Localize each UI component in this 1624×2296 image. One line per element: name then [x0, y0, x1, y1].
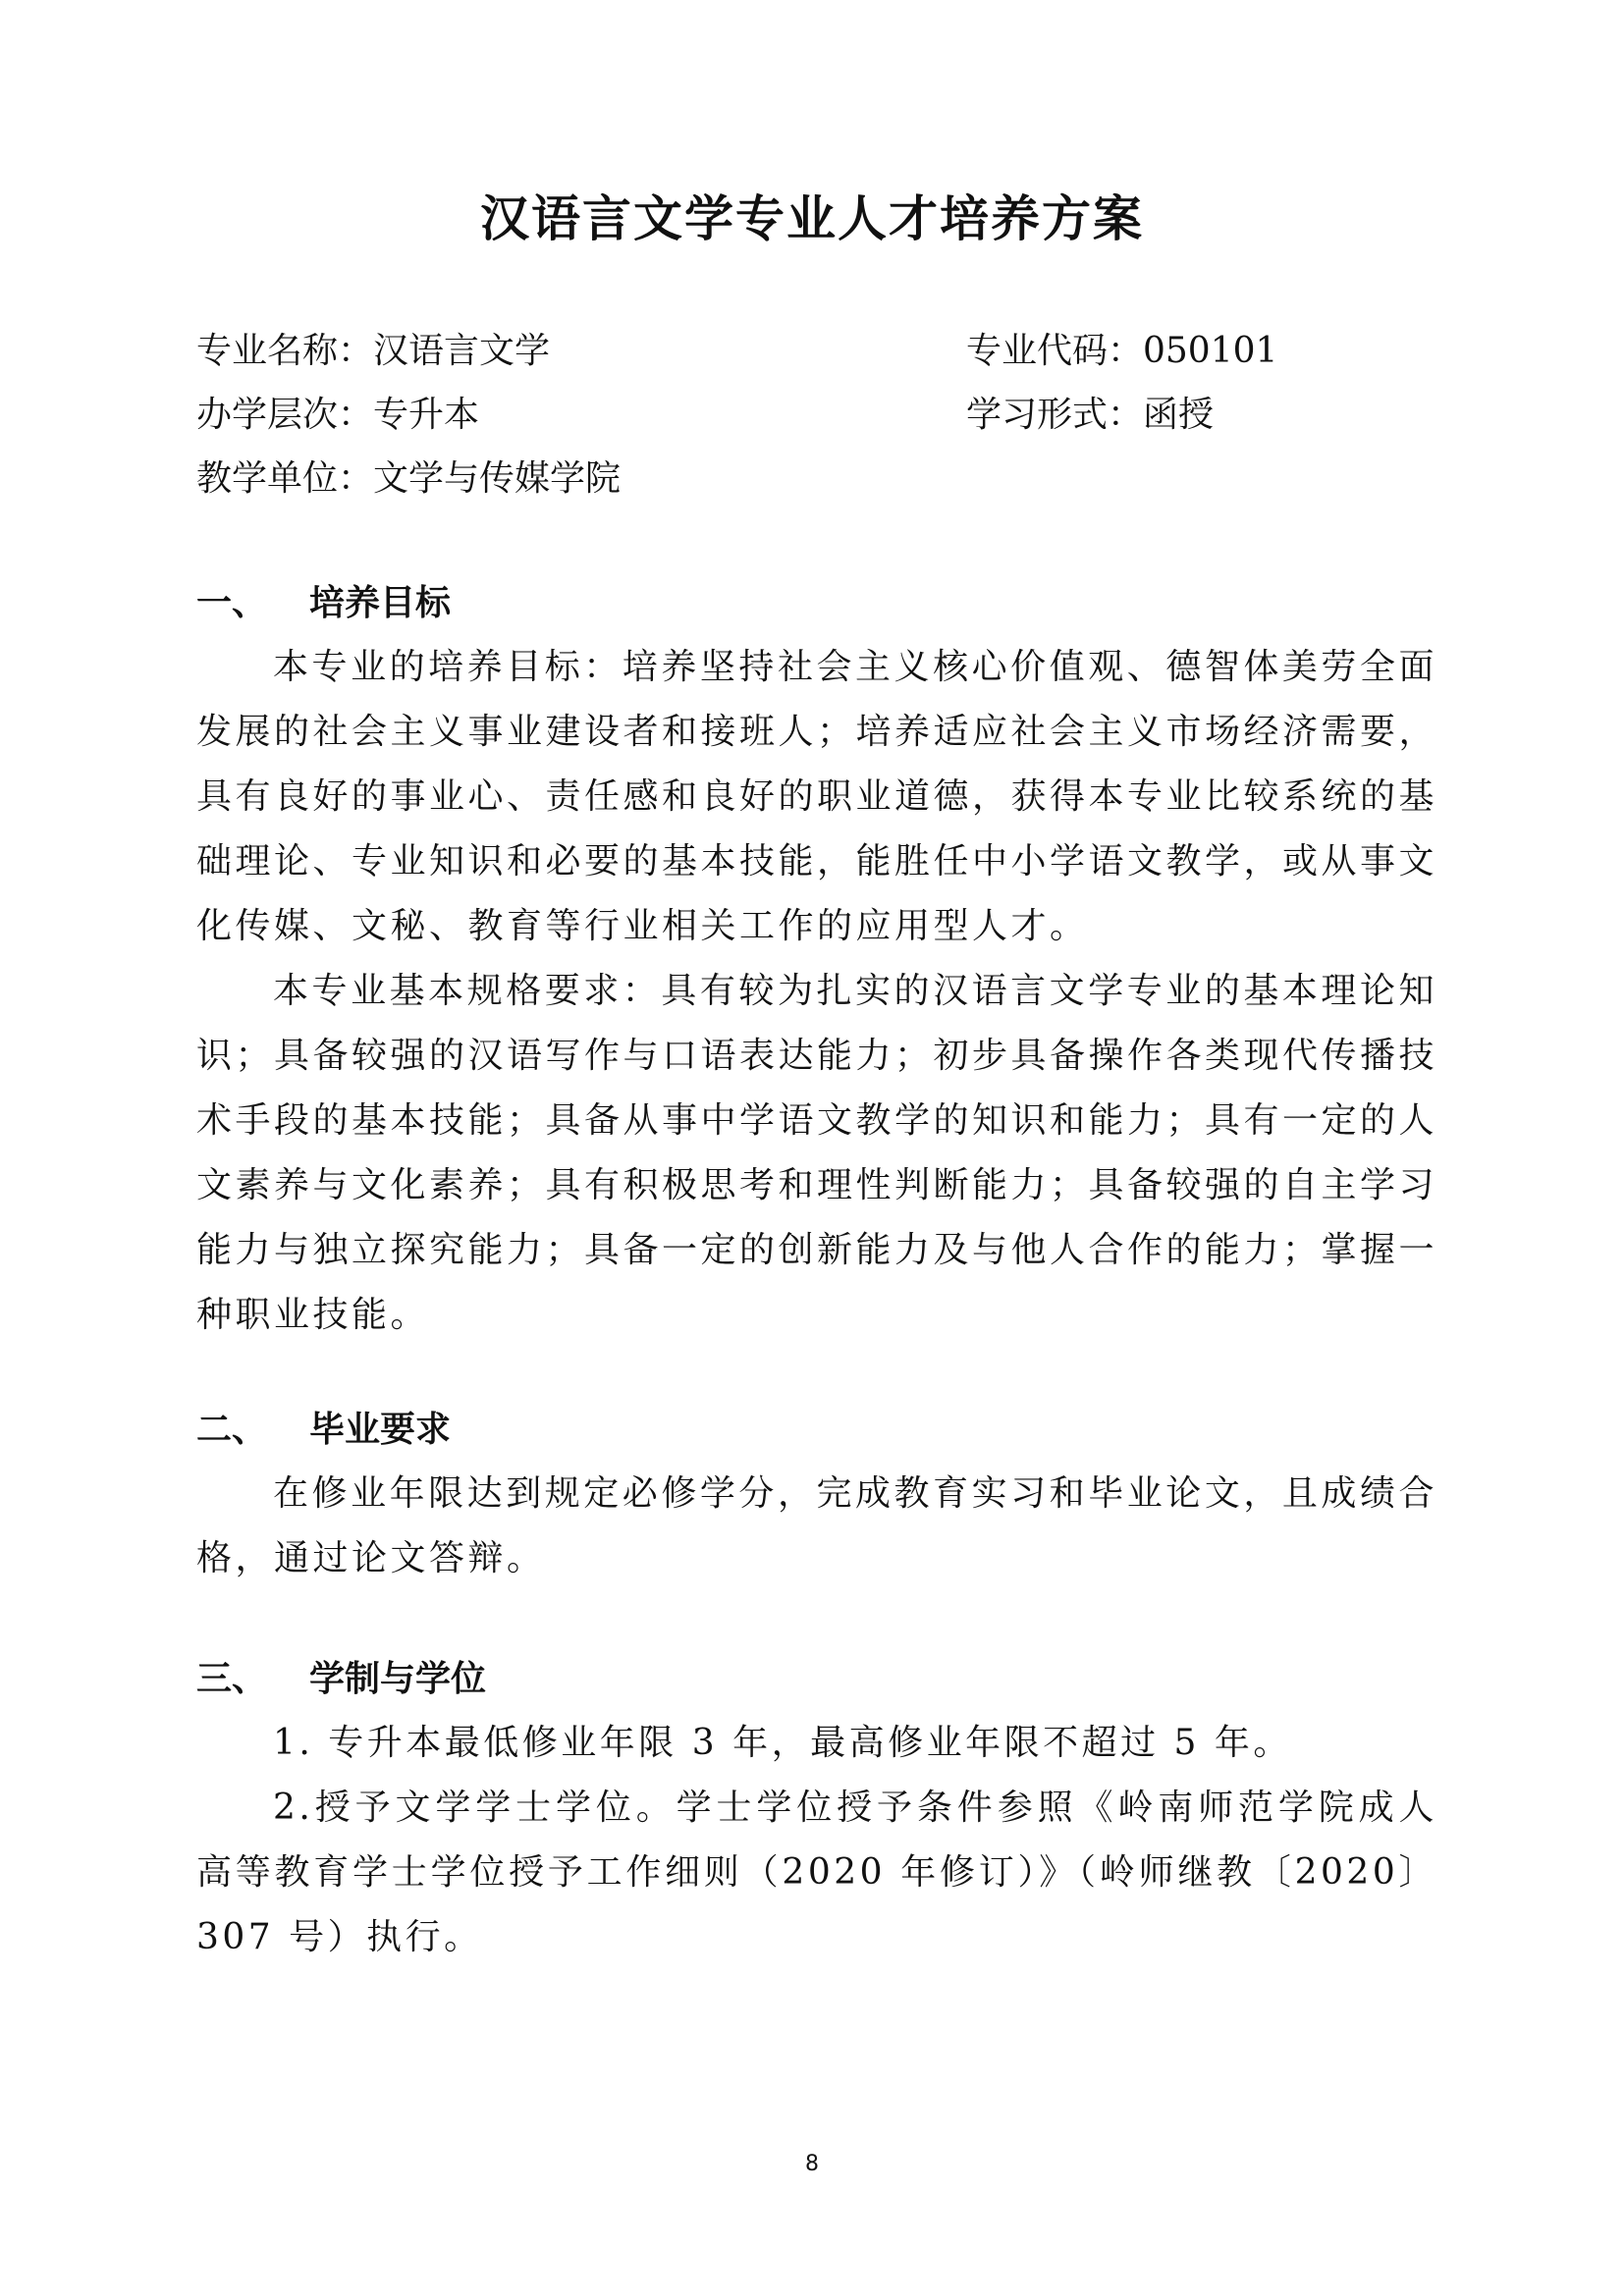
paragraph-requirements: 本专业基本规格要求：具有较为扎实的汉语言文学专业的基本理论知识；具备较强的汉语写作与口语表达能力；初步具备操作各类现代传播技术手段的基本技能；具备从事中学语文教学的知识和能力；具有一定的人文素养与文化素养；具有积极思考和理性判断能力；具备较强的自主学习能力与独立探究能力；具备一定的创新能力及与他人合作的能力；掌握一种职业技能。	[196, 971, 1438, 1335]
major-name: 专业名称：汉语言文学	[196, 331, 551, 371]
section-number: 一、	[196, 583, 268, 623]
paragraph-graduation: 在修业年限达到规定必修学分，完成教育实习和毕业论文，且成绩合格，通过论文答辩。	[196, 1473, 1437, 1578]
section-title: 毕业要求	[309, 1410, 452, 1450]
section-heading-objectives	[196, 579, 451, 628]
section-number: 二、	[196, 1410, 268, 1450]
paragraph-degree: 2.授予文学学士学位。学士学位授予条件参照《岭南师范学院成人高等教育学士学位授予工作细则（2020 年修订）》（岭师继教〔2020〕307 号）执行。	[196, 1788, 1437, 1957]
section-title: 学制与学位	[309, 1659, 487, 1699]
teaching-unit: 教学单位：文学与传媒学院	[196, 458, 622, 499]
section-number: 三、	[196, 1659, 268, 1699]
page-number: 8	[805, 2152, 819, 2176]
section-title: 培养目标	[309, 583, 452, 623]
major-code: 专业代码：050101	[966, 331, 1278, 371]
paragraph-objectives: 本专业的培养目标：培养坚持社会主义核心价值观、德智体美劳全面发展的社会主义事业建设者和接班人；培养适应社会主义市场经济需要，具有良好的事业心、责任感和良好的职业道德，获得本专业比较系统的基础理论、专业知识和必要的基本技能，能胜任中小学语文教学，或从事文化传媒、文秘、教育等行业相关工作的应用型人才。	[196, 647, 1438, 946]
education-level: 办学层次：专升本	[196, 395, 480, 435]
page-title: 汉语言文学专业人才培养方案	[480, 190, 1144, 247]
section-heading-graduation	[196, 1406, 451, 1455]
paragraph-duration: 1. 专升本最低修业年限 3 年，最高修业年限不超过 5 年。	[273, 1723, 1292, 1763]
section-heading-degree	[196, 1655, 486, 1704]
study-form: 学习形式：函授	[966, 395, 1215, 435]
